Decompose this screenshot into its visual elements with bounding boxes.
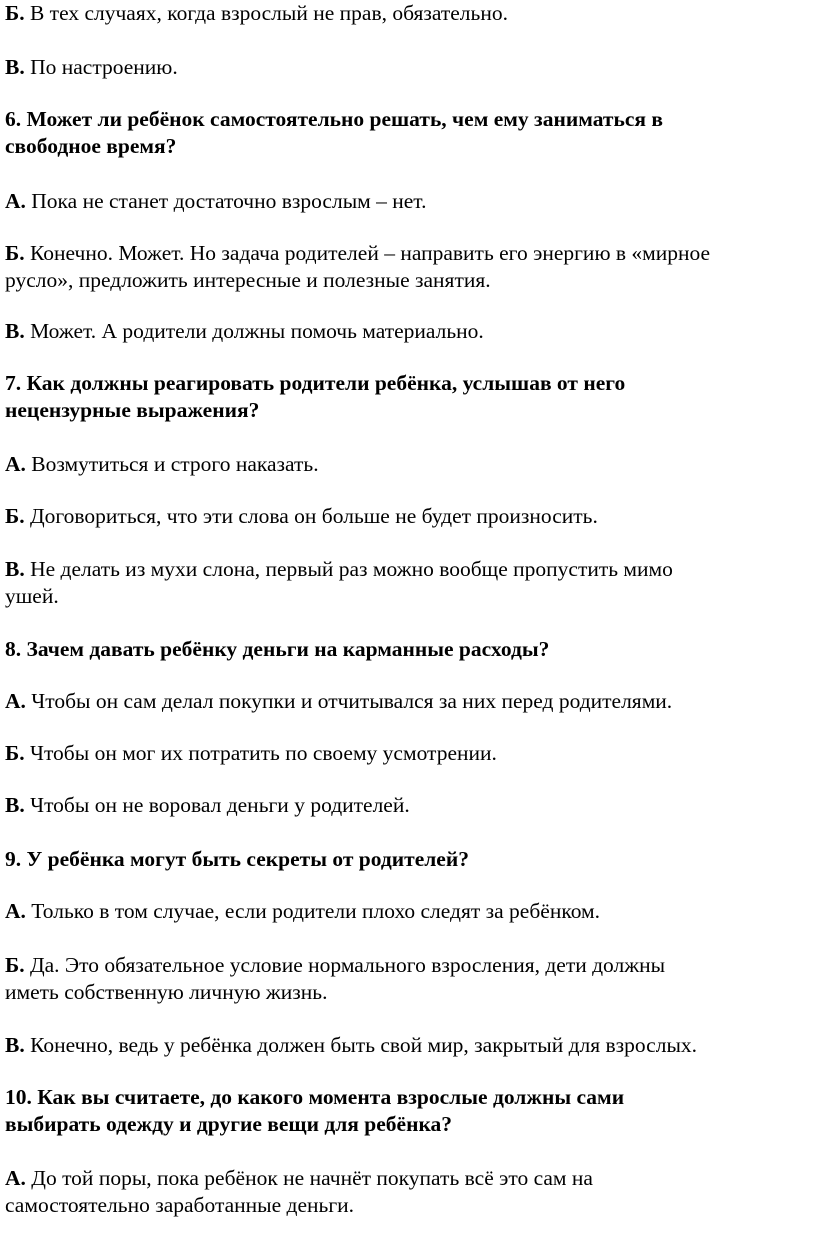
question-text-line bbox=[5, 846, 469, 873]
answer-option bbox=[5, 503, 598, 530]
answer-text-line bbox=[5, 240, 710, 267]
answer-option bbox=[5, 898, 600, 925]
line-text: В тех случаях, когда взрослый не прав, обязательно. bbox=[29, 1, 508, 25]
answer-letter: В. bbox=[5, 793, 25, 817]
answer-text-line bbox=[5, 688, 672, 715]
line-text: ушей. bbox=[5, 584, 59, 608]
line-text: Чтобы он не воровал деньги у родителей. bbox=[30, 793, 410, 817]
line-text: 9. У ребёнка могут быть секреты от родителей? bbox=[5, 847, 469, 871]
answer-letter: А. bbox=[5, 689, 26, 713]
question-block bbox=[5, 106, 663, 160]
answer-text-line bbox=[5, 1165, 593, 1192]
answer-letter: Б. bbox=[5, 241, 25, 265]
line-text: 10. Как вы считаете, до какого момента взрослые должны сами bbox=[5, 1085, 625, 1109]
answer-letter: А. bbox=[5, 452, 26, 476]
line-text: Чтобы он сам делал покупки и отчитывался за них перед родителями. bbox=[31, 689, 673, 713]
answer-text-line bbox=[5, 792, 410, 819]
answer-option bbox=[5, 556, 673, 610]
answer-letter: Б. bbox=[5, 953, 25, 977]
answer-letter: Б. bbox=[5, 1, 25, 25]
answer-option bbox=[5, 54, 178, 81]
question-block bbox=[5, 636, 549, 663]
answer-text-line bbox=[5, 451, 319, 478]
answer-text-line bbox=[5, 0, 508, 27]
line-text: Возмутиться и строго наказать. bbox=[31, 452, 319, 476]
answer-letter: В. bbox=[5, 557, 25, 581]
line-text: Только в том случае, если родители плохо следят за ребёнком. bbox=[31, 899, 601, 923]
line-text: Конечно. Может. Но задача родителей – направить его энергию в «мирное bbox=[29, 241, 711, 265]
question-text-line bbox=[5, 397, 625, 424]
line-text: 7. Как должны реагировать родители ребёнка, услышав от него bbox=[5, 371, 626, 395]
answer-option bbox=[5, 1165, 593, 1219]
question-text-line bbox=[5, 133, 663, 160]
question-text-line bbox=[5, 370, 625, 397]
line-text: Конечно, ведь у ребёнка должен быть свой мир, закрытый для взрослых. bbox=[30, 1033, 698, 1057]
answer-text-line bbox=[5, 979, 665, 1006]
question-text-line bbox=[5, 636, 549, 663]
question-block bbox=[5, 1084, 624, 1138]
answer-text-line bbox=[5, 188, 426, 215]
question-text-line bbox=[5, 1111, 624, 1138]
answer-letter: А. bbox=[5, 189, 26, 213]
line-text: Договориться, что эти слова он больше не будет произносить. bbox=[29, 504, 598, 528]
line-text: выбирать одежду и другие вещи для ребёнка? bbox=[5, 1112, 453, 1136]
line-text: нецензурные выражения? bbox=[5, 398, 260, 422]
line-text: 8. Зачем давать ребёнку деньги на карманные расходы? bbox=[5, 637, 550, 661]
answer-text-line bbox=[5, 952, 665, 979]
line-text: самостоятельно заработанные деньги. bbox=[5, 1193, 355, 1217]
answer-letter: А. bbox=[5, 1166, 26, 1190]
answer-letter: В. bbox=[5, 319, 25, 343]
answer-text-line bbox=[5, 54, 178, 81]
answer-option bbox=[5, 1032, 697, 1059]
answer-letter: В. bbox=[5, 1033, 25, 1057]
answer-text-line bbox=[5, 556, 673, 583]
question-text-line bbox=[5, 106, 663, 133]
line-text: Чтобы он мог их потратить по своему усмотрении. bbox=[29, 741, 497, 765]
answer-letter: Б. bbox=[5, 741, 25, 765]
answer-text-line bbox=[5, 1192, 593, 1219]
line-text: Не делать из мухи слона, первый раз можно вообще пропустить мимо bbox=[30, 557, 673, 581]
answer-option bbox=[5, 740, 497, 767]
question-block bbox=[5, 846, 469, 873]
answer-text-line bbox=[5, 583, 673, 610]
line-text: русло», предложить интересные и полезные занятия. bbox=[5, 268, 491, 292]
answer-option bbox=[5, 188, 426, 215]
answer-text-line bbox=[5, 503, 598, 530]
answer-letter: А. bbox=[5, 899, 26, 923]
question-text-line bbox=[5, 1084, 624, 1111]
answer-text-line bbox=[5, 267, 710, 294]
line-text: По настроению. bbox=[30, 55, 178, 79]
answer-option bbox=[5, 240, 710, 294]
answer-option bbox=[5, 792, 410, 819]
line-text: Да. Это обязательное условие нормального взросления, дети должны bbox=[29, 953, 666, 977]
answer-option bbox=[5, 952, 665, 1006]
answer-text-line bbox=[5, 740, 497, 767]
line-text: свободное время? bbox=[5, 134, 177, 158]
answer-option bbox=[5, 688, 672, 715]
line-text: иметь собственную личную жизнь. bbox=[5, 980, 328, 1004]
line-text: Может. А родители должны помочь материально. bbox=[30, 319, 484, 343]
question-block bbox=[5, 370, 625, 424]
line-text: Пока не станет достаточно взрослым – нет. bbox=[31, 189, 427, 213]
answer-text-line bbox=[5, 318, 484, 345]
answer-option bbox=[5, 318, 484, 345]
answer-option bbox=[5, 0, 508, 27]
answer-letter: В. bbox=[5, 55, 25, 79]
answer-option bbox=[5, 451, 319, 478]
answer-letter: Б. bbox=[5, 504, 25, 528]
line-text: 6. Может ли ребёнок самостоятельно решать, чем ему заниматься в bbox=[5, 107, 664, 131]
answer-text-line bbox=[5, 898, 600, 925]
line-text: До той поры, пока ребёнок не начнёт покупать всё это сам на bbox=[31, 1166, 593, 1190]
answer-text-line bbox=[5, 1032, 697, 1059]
